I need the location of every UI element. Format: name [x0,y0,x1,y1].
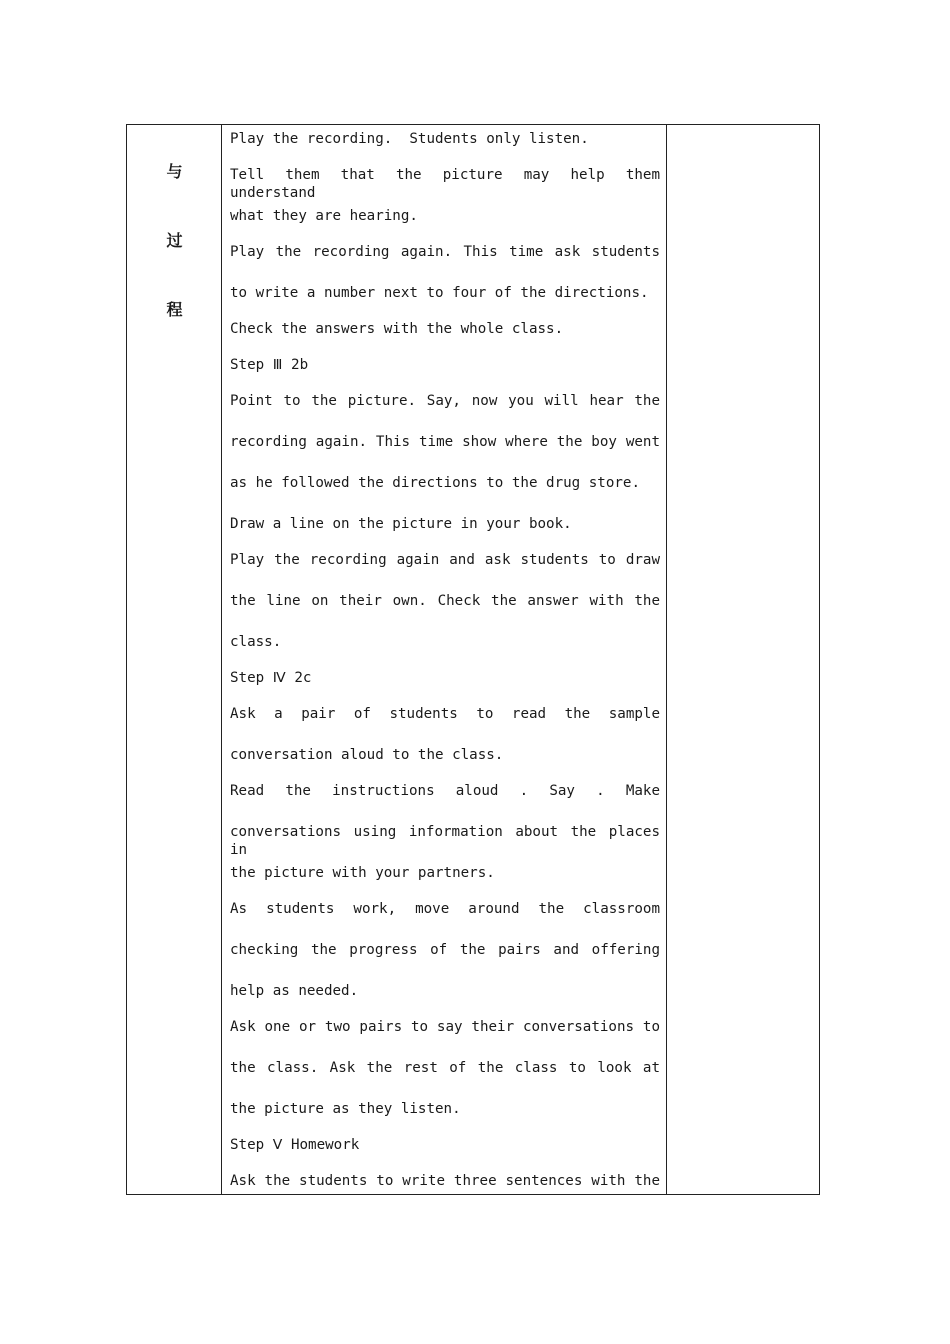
notes-column [667,125,819,1194]
text-line: conversations using information about the places in [230,824,660,858]
text-line: what they are hearing. [230,208,418,224]
section-label-column [127,125,222,1194]
text-line: Ask a pair of students to read the sample [230,706,660,722]
section-label-char: 与 [166,162,183,181]
text-line: Check the answers with the whole class. [230,321,564,337]
section-label-char: 过 [166,231,183,250]
text-line: Draw a line on the picture in your book. [230,516,572,532]
text-line: Play the recording again and ask students to draw [230,552,660,568]
text-line: As students work, move around the classroom [230,901,660,917]
text-line: the line on their own. Check the answer with the [230,593,660,609]
text-line: recording again. This time show where the boy went [230,434,660,450]
step-heading: Step Ⅴ Homework [230,1137,360,1153]
section-label-char: 程 [166,300,183,319]
text-line: Play the recording. Students only listen. [230,131,589,147]
text-line: checking the progress of the pairs and offering [230,942,660,958]
text-line: to write a number next to four of the directions. [230,285,649,301]
text-line: class. [230,634,282,650]
text-line: help as needed. [230,983,359,999]
text-line: Tell them that the picture may help them understand [230,167,660,201]
text-line: the picture with your partners. [230,865,495,881]
step-heading: Step Ⅳ 2c [230,670,312,686]
step-heading: Step Ⅲ 2b [230,357,309,373]
lesson-plan-table [126,124,820,1195]
teaching-steps-column [222,125,667,1194]
text-line: the class. Ask the rest of the class to look at [230,1060,660,1076]
text-line: Read the instructions aloud . Say . Make [230,783,660,799]
text-line: as he followed the directions to the drug store. [230,475,640,491]
text-line: the picture as they listen. [230,1101,461,1117]
text-line: Ask the students to write three sentences with the [230,1173,660,1189]
text-line: Ask one or two pairs to say their conversations to [230,1019,660,1035]
text-line: Play the recording again. This time ask students [230,244,660,260]
text-line: Point to the picture. Say, now you will hear the [230,393,660,409]
text-line: conversation aloud to the class. [230,747,504,763]
